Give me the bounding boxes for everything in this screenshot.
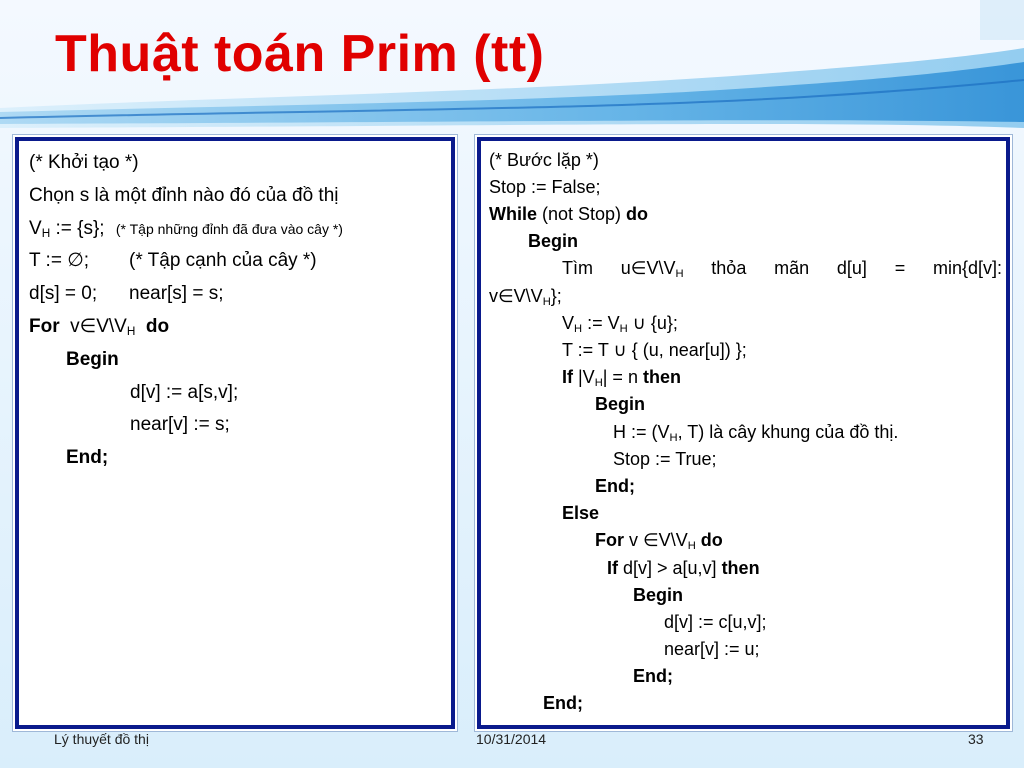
dv-c-assign: d[v] := c[u,v]; bbox=[664, 612, 767, 632]
nearv-u-assign: near[v] := u; bbox=[664, 639, 760, 659]
end-keyword: End; bbox=[66, 447, 109, 468]
h-spanning-tree-line: H := ($V_H$, T) là cây khung của đồ thị. bbox=[613, 422, 899, 444]
dv-assign: d[v] := a[s,v]; bbox=[130, 382, 239, 403]
end-keyword-final: End; bbox=[543, 693, 583, 713]
if-line: If $|V_H| = n$ then bbox=[562, 367, 681, 389]
find-u-line: Tìm $u\in V\backslash V_H$ thỏa mãn d[u] = min{d[v]: bbox=[562, 258, 1002, 280]
begin-keyword-2: Begin bbox=[595, 394, 646, 414]
for-line-2: For v $\in V\backslash V_H$ do bbox=[595, 530, 723, 552]
find-u-continuation: $v\in V\backslash V_H$}; bbox=[489, 286, 562, 308]
choose-start-vertex: Chọn s là một đỉnh nào đó của đồ thị bbox=[29, 185, 339, 206]
vh-union-line: $V_H$ := $V_H$ ∪ {u}; bbox=[562, 313, 678, 335]
t-comment: (* Tập cạnh của cây *) bbox=[129, 250, 317, 271]
nearv-assign: near[v] := s; bbox=[130, 414, 230, 435]
for-line: For $v\in V\backslash V_H$ do bbox=[29, 316, 170, 338]
page-title: Thuật toán Prim (tt) bbox=[55, 25, 545, 83]
footer-course-title: Lý thuyết đồ thị bbox=[54, 731, 149, 747]
t-union-line: T := T ∪ { (u, near[u]) }; bbox=[562, 340, 747, 360]
begin-keyword-3: Begin bbox=[633, 585, 684, 605]
end-keyword-3: End; bbox=[633, 666, 673, 686]
end-keyword-2: End; bbox=[595, 476, 635, 496]
if-dv-line: If d[v] > a[u,v] then bbox=[607, 558, 760, 578]
comment-loop: (* Bước lặp *) bbox=[489, 150, 599, 170]
t-init: T := ∅; bbox=[29, 250, 90, 271]
stop-true: Stop := True; bbox=[613, 449, 717, 469]
loop-code-panel bbox=[477, 137, 1010, 729]
footer-date: 10/31/2014 bbox=[476, 731, 547, 747]
vh-comment: (* Tập những đỉnh đã đưa vào cây *) bbox=[115, 221, 343, 237]
comment-init: (* Khởi tạo *) bbox=[29, 152, 139, 173]
init-code-panel bbox=[15, 137, 455, 729]
begin-keyword: Begin bbox=[66, 349, 119, 370]
ds-init: d[s] = 0; bbox=[29, 283, 98, 304]
vh-init-line: $V_H$ := {s}; (* Tập những đỉnh đã đưa vào cây *) bbox=[29, 218, 343, 240]
stop-false: Stop := False; bbox=[489, 177, 601, 197]
footer-page-number: 33 bbox=[968, 731, 984, 747]
else-keyword: Else bbox=[562, 503, 600, 523]
begin-keyword-1: Begin bbox=[528, 231, 579, 251]
while-line: While (not Stop) do bbox=[489, 204, 649, 224]
near-init: near[s] = s; bbox=[129, 283, 224, 304]
